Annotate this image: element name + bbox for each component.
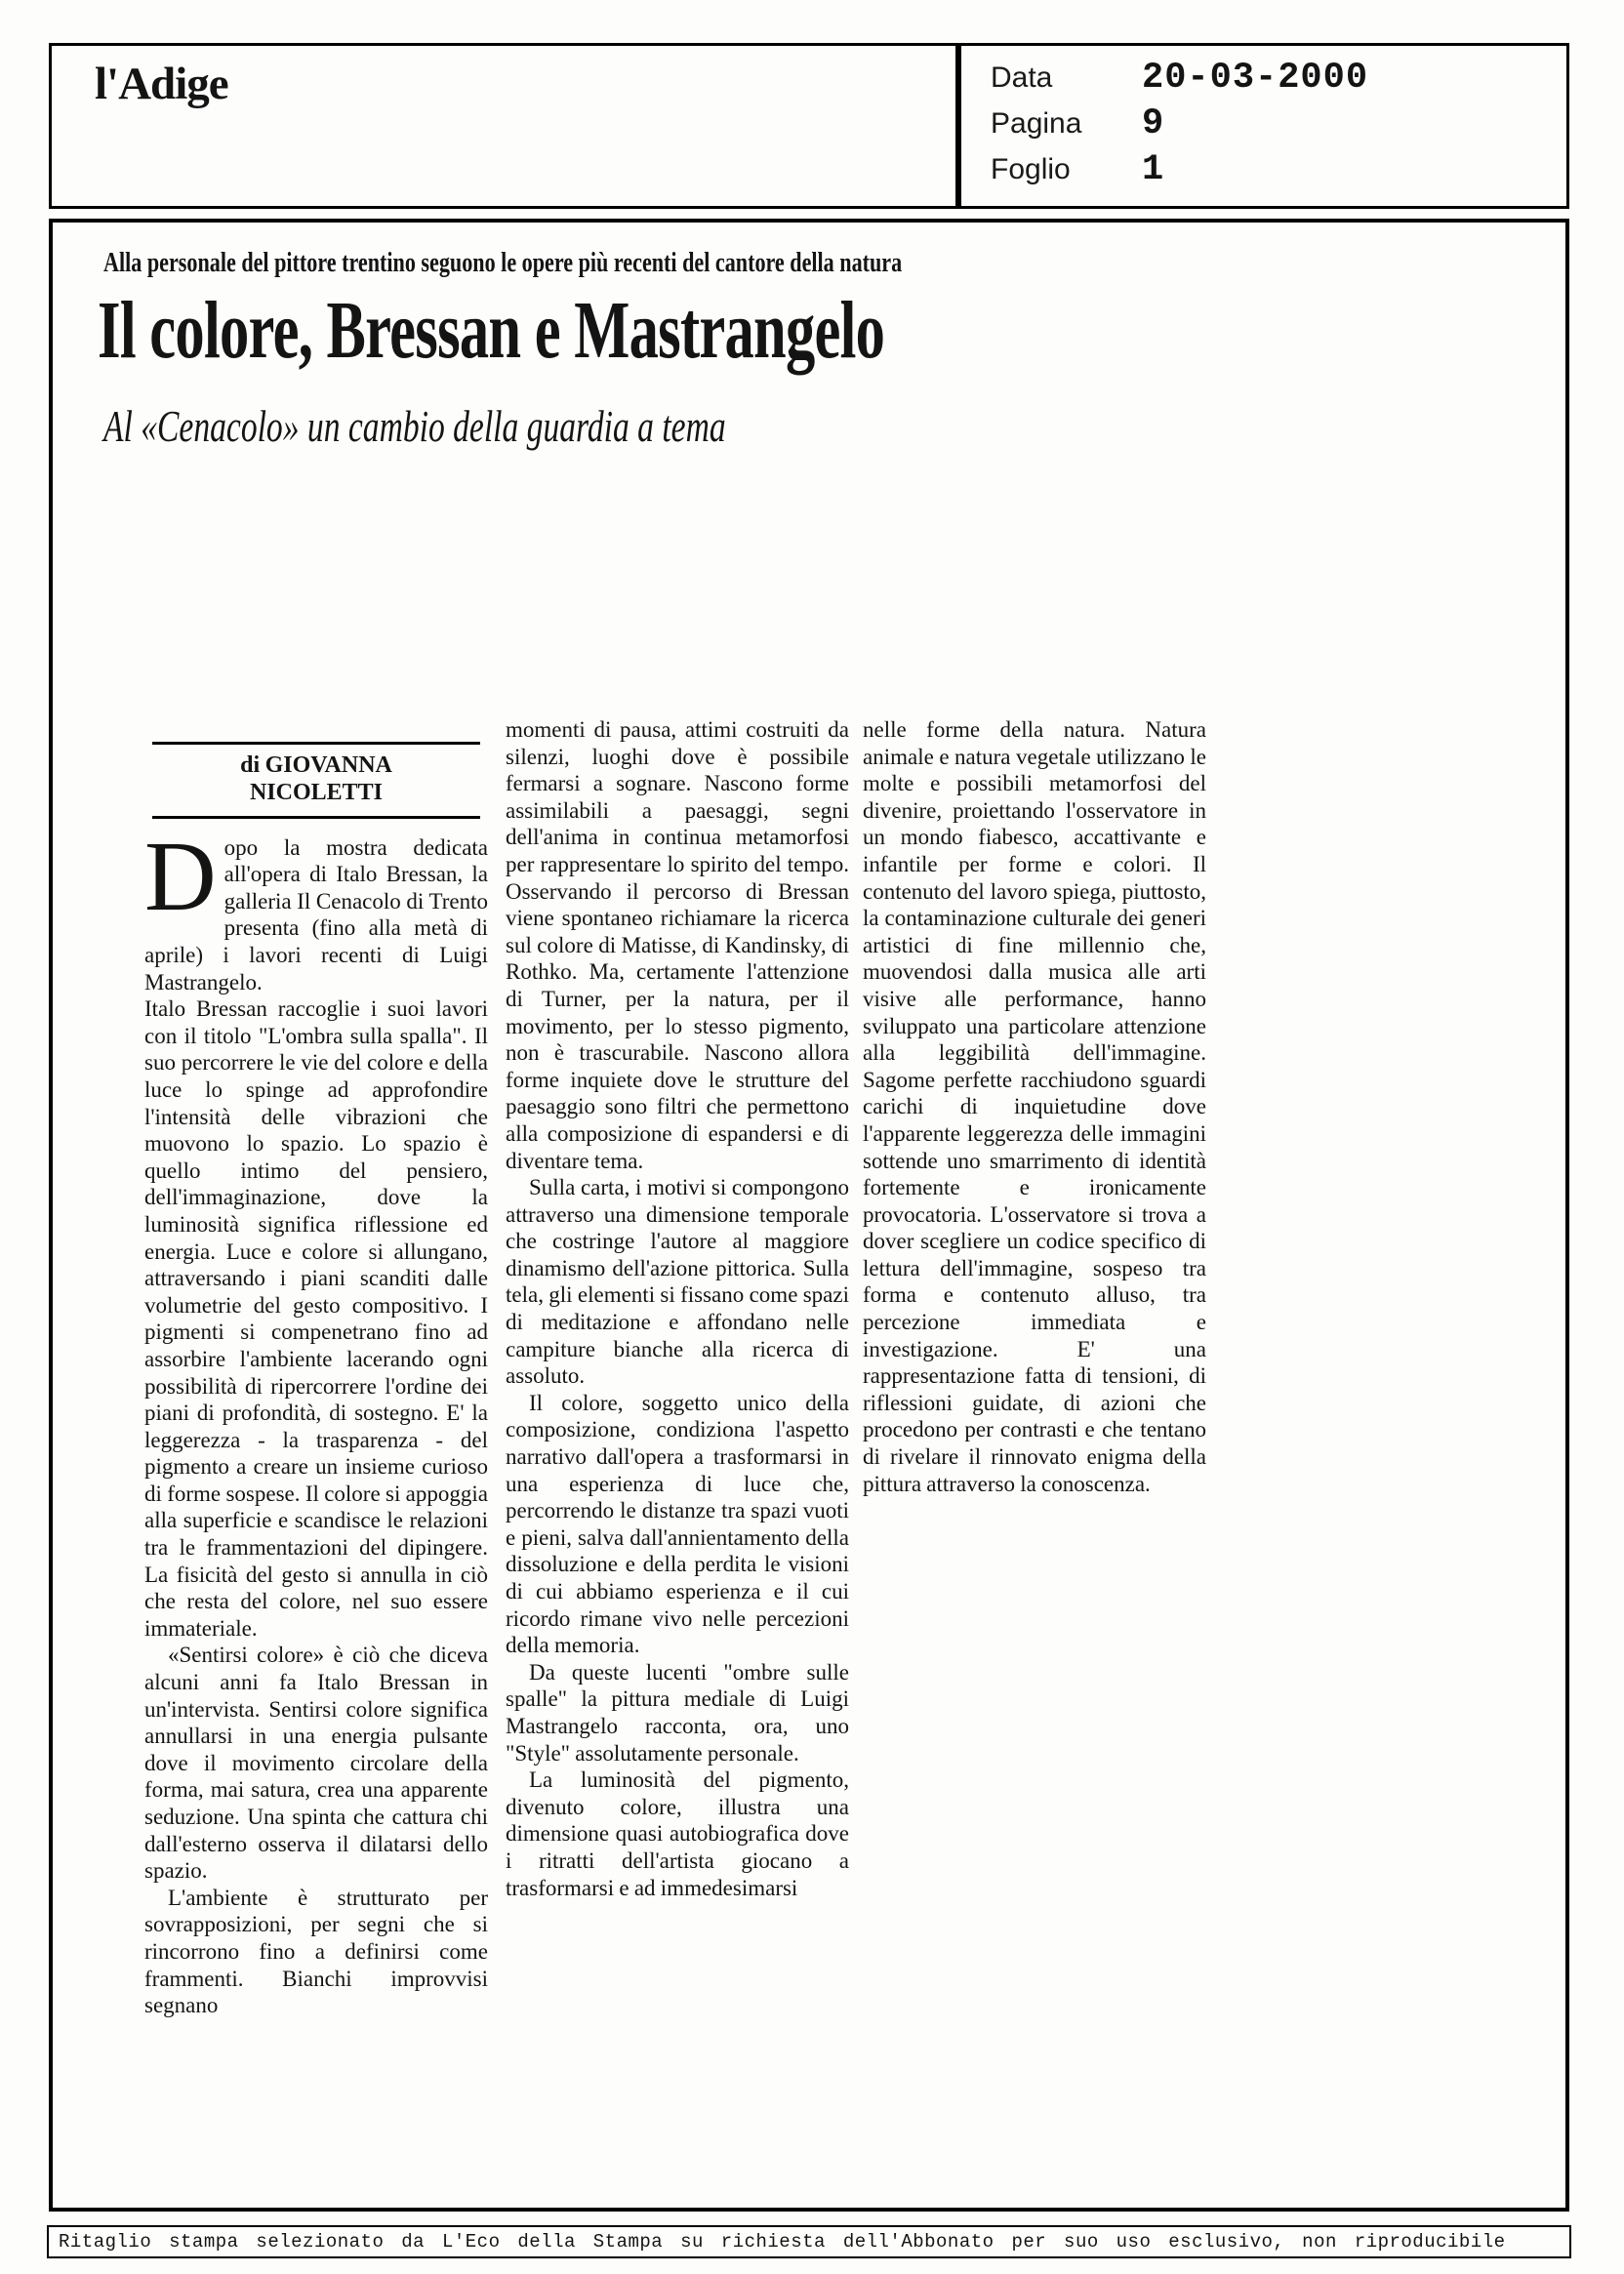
article-column-2 [506,716,849,1901]
byline-line-1: di GIOVANNA [240,752,392,778]
meta-value-data: 20-03-2000 [1142,58,1369,99]
paragraph: Da queste lucenti "ombre sulle spalle" la pittura mediale di Luigi Mastrangelo racconta, ora, uno "Style" assolutamente personale. [506,1659,849,1766]
paragraph: momenti di pausa, attimi costruiti da silenzi, luoghi dove è possibile fermarsi a sognare. Nascono forme assimilabili a paesaggi, segni dell'anima in continua metamorfosi per rappresentare lo spirito del tempo. Osservando il percorso di Bressan viene spontaneo richiamare la ricerca sul colore di Matisse, di Kandinsky, di Rothko. Ma, certamente l'attenzione di Turner, per la natura, per il movimento, per lo stesso pigmento, non è trascurabile. Nascono allora forme inquiete dove le strutture del paesaggio sono filtri che permettono alla composizione di espandersi e di diventare tema. [506,717,849,1173]
drop-cap: D [144,821,217,932]
subhead: Al «Cenacolo» un cambio della guardia a tema [103,401,726,451]
meta-row-data [991,58,1566,103]
paragraph-text: opo la mostra dedicata all'opera di Italo Bressan, la galleria Il Cenacolo di Trento presenta (fino alla metà di aprile) i lavori recenti di Luigi Mastrangelo. [144,834,488,995]
article-column-3 [863,716,1206,1497]
article-column-1 [144,742,488,2019]
byline-line-2: NICOLETTI [249,780,384,806]
meta-label-data: Data [991,61,1053,94]
meta-value-foglio: 1 [1142,149,1165,190]
byline [152,742,480,819]
footer-disclaimer-text: Ritaglio stampa selezionato da L'Eco della Stampa su richiesta dell'Abbonato per suo uso esclusivo, non riproducibile [59,2231,1506,2253]
paragraph: Il colore, soggetto unico della composizione, condiziona l'aspetto narrativo dall'opera a trasformarsi in una esperienza di luce che, percorrendo le distanze tra spazi vuoti e pieni, salva dall'annientamento della dissoluzione e della perdita le visioni di cui abbiamo esperienza e il cui ricordo rimane vivo nelle percezioni della memoria. [506,1390,849,1658]
headline: Il colore, Bressan e Mastrangelo [98,285,885,376]
paragraph: «Sentirsi colore» è ciò che diceva alcuni anni fa Italo Bressan in un'intervista. Sentirsi colore significa annullarsi in una energia pulsante dove il movimento circolare della forma, mai satura, crea una apparente seduzione. Una spinta che cattura chi dall'esterno osserva il dilatarsi dello spazio. [144,1643,488,1884]
kicker: Alla personale del pittore trentino seguono le opere più recenti del cantore della natura [103,248,903,278]
article-box [49,219,1569,2212]
paragraph: Italo Bressan raccoglie i suoi lavori con il titolo "L'ombra sulla spalla". Il suo percorrere le vie del colore e della luce lo spinge ad approfondire l'intensità delle vibrazioni che muovono lo spazio. Lo spazio è quello intimo del pensiero, dell'immaginazione, dove la luminosità significa riflessione ed energia. Luce e colore si allungano, attraversando i piani scanditi dalle volumetrie del gesto compositivo. I pigmenti si compenetrano fino ad assorbire l'ambiente lacerando ogni possibilità di ripercorrere l'ordine dei piani di profondità, di sostegno. E' la leggerezza - la trasparenza - del pigmento a creare un insieme curioso di forme sospese. Il colore si appoggia alla superficie e scandisce le relazioni tra le frammentazioni del dipingere. La fisicità del gesto si annulla in ciò che resta del colore, nel suo essere immateriale. [144,996,488,1641]
meta-value-pagina: 9 [1142,103,1165,144]
masthead-box [49,43,958,209]
meta-label-pagina: Pagina [991,107,1082,140]
clipping-meta-box [958,43,1569,209]
newspaper-logo: l'Adige [95,59,228,109]
meta-row-foglio [991,149,1566,195]
paragraph: La luminosità del pigmento, divenuto colore, illustra una dimensione quasi autobiografica dove i ritratti dell'artista giocano a trasformarsi e ad immedesimarsi [506,1767,849,1900]
footer-disclaimer [47,2225,1571,2258]
paragraph: Sulla carta, i motivi si compongono attraverso una dimensione temporale che costringe l'autore al maggiore dinamismo dell'azione pittorica. Sulla tela, gli elementi si fissano come spazi di meditazione e affondano nelle campiture bianche alla ricerca di assoluto. [506,1175,849,1389]
paragraph: nelle forme della natura. Natura animale e natura vegetale utilizzano le molte e possibili metamorfosi del divenire, proiettando l'osservatore in un mondo fiabesco, accattivante e infantile per forme e colori. Il contenuto del lavoro spiega, piuttosto, la contaminazione culturale dei generi artistici di fine millennio che, muovendosi dalla musica alle arti visive alle performance, hanno sviluppato una particolare attenzione alla leggibilità dell'immagine. Sagome perfette racchiudono sguardi carichi di inquietudine dove l'apparente leggerezza delle immagini sottende uno smarrimento di identità fortemente e ironicamente provocatoria. L'osservatore si trova a dover scegliere un codice specifico di lettura dell'immagine, sospeso tra forma e contenuto alluso, tra percezione immediata e investigazione. E' una rappresentazione fatta di tensioni, di riflessioni guidate, di azioni che procedono per contrasti e che tentano di rivelare il rinnovato enigma della pittura attraverso la conoscenza. [863,717,1206,1496]
meta-row-pagina [991,103,1566,149]
paragraph [144,821,488,996]
meta-label-foglio: Foglio [991,153,1071,185]
paragraph: L'ambiente è strutturato per sovrapposizioni, per segni che si rincorrono fino a definirsi come frammenti. Bianchi improvvisi segnano [144,1885,488,2018]
